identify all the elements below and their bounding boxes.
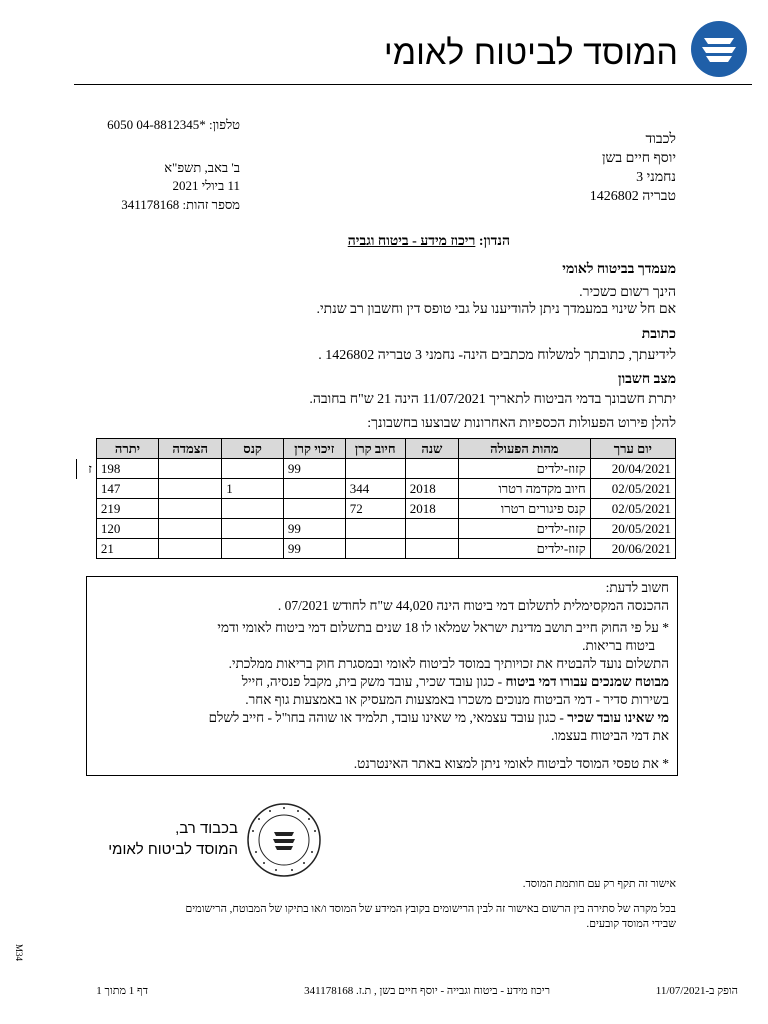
table-intro: להלן פירוט הפעולות הכספיות האחרונות שבוצעו בחשבונך:: [367, 416, 676, 431]
table-row: [77, 459, 676, 479]
cell-year: 2018: [405, 479, 458, 499]
footer-page-number: דף 1 מתוך 1: [96, 985, 148, 997]
id-label: מספר זהות:: [182, 197, 240, 212]
status-title: מעמדך בביטוח לאומי: [562, 262, 676, 277]
cell-debit: [345, 459, 405, 479]
cell-debit: 344: [345, 479, 405, 499]
cell-balance: 120: [96, 519, 158, 539]
cell-fine: [222, 539, 284, 559]
col-header-action: מהות הפעולה: [458, 439, 590, 459]
phone-value: 6050 04-8812345*: [107, 117, 206, 132]
cell-credit: [283, 479, 345, 499]
hebrew-date: ב' באב, תשפ"א: [164, 160, 240, 175]
cell-action: קנס פיגורים רטרו: [458, 499, 590, 519]
cell-fine: 1: [222, 479, 284, 499]
notice-line: התשלום נועד להבטיח את זכויותיך במוסד לביטוח לאומי ובמסגרת חוק בריאות ממלכתי.: [228, 656, 669, 671]
col-header-mark: [77, 439, 97, 459]
cell-mark: [77, 499, 97, 519]
org-title: המוסד לביטוח לאומי: [383, 34, 678, 72]
cell-mark: [77, 539, 97, 559]
account-line: יתרת חשבונך בדמי הביטוח לתאריך 11/07/2021 הינה 21 ש"ח בחובה.: [309, 392, 676, 407]
recipient-city: טבריה 1426802: [589, 189, 676, 204]
cell-mark: [77, 479, 97, 499]
account-title: מצב חשבון: [618, 372, 676, 387]
table-row: [77, 539, 676, 559]
cell-year: 2018: [405, 499, 458, 519]
notice-text: - כגון עובד שכיר, עובד משק בית, מקבל פנסיה, חייל: [241, 674, 506, 689]
footer-issued: הופק ב-11/07/2021: [655, 985, 738, 997]
col-header-year: שנה: [405, 439, 458, 459]
col-header-credit: זיכוי קרן: [283, 439, 345, 459]
table-row: [77, 499, 676, 519]
cell-balance: 219: [96, 499, 158, 519]
cell-mark: ז: [77, 459, 97, 479]
footnote-discrepancy: [66, 902, 676, 932]
recipient-street: נחמני 3: [636, 170, 676, 185]
subject-line: [200, 234, 510, 250]
col-header-fine: קנס: [222, 439, 284, 459]
cell-credit: 99: [283, 519, 345, 539]
cell-credit: [283, 499, 345, 519]
signature-closing: בכבוד רב,: [175, 820, 238, 837]
cell-action: קזוז-ילדים: [458, 459, 590, 479]
cell-date: 20/04/2021: [590, 459, 675, 479]
footnote-line: שבידי המוסד קובעים.: [586, 918, 676, 930]
id-value: 341178168: [121, 197, 180, 212]
cell-credit: 99: [283, 459, 345, 479]
subject-label: הנדון:: [478, 234, 510, 249]
cell-fine: [222, 499, 284, 519]
phone-line: [90, 117, 240, 133]
col-header-linkage: הצמדה: [159, 439, 222, 459]
notice-line: [95, 709, 669, 727]
address-line: לידיעתך, כתובתך למשלוח מכתבים הינה- נחמני 3 טבריה 1426802 .: [318, 348, 676, 363]
side-code: M34: [14, 944, 24, 962]
cell-debit: [345, 539, 405, 559]
cell-date: 20/05/2021: [590, 519, 675, 539]
table-row: [77, 479, 676, 499]
salutation: לכבוד: [645, 132, 676, 147]
signature-block: [78, 818, 238, 860]
cell-date: 02/05/2021: [590, 499, 675, 519]
official-stamp: [246, 802, 322, 878]
cell-balance: 21: [96, 539, 158, 559]
cell-year: [405, 459, 458, 479]
notice-line: * על פי החוק חייב תושב מדינת ישראל שמלאו לו 18 שנים בתשלום דמי ביטוח לאומי ודמי: [217, 620, 669, 635]
notice-line: * את טפסי המוסד לביטוח לאומי ניתן למצוא באתר האינטרנט.: [353, 756, 669, 771]
cell-fine: [222, 459, 284, 479]
recipient-block: [526, 130, 676, 206]
cell-linkage: [159, 459, 222, 479]
cell-debit: [345, 519, 405, 539]
signature-org: המוסד לביטוח לאומי: [108, 841, 238, 858]
footnote-validity: אישור זה תקף רק עם חותמת המוסד.: [522, 878, 676, 890]
nii-logo-icon: [690, 20, 748, 78]
status-line-2: אם חל שינוי במעמדך ניתן להודיענו על גבי טופס דין וחשבון רב שנתי.: [316, 302, 676, 317]
transactions-table: [76, 438, 676, 559]
cell-year: [405, 519, 458, 539]
id-line: [90, 197, 240, 213]
notice-title: חשוב לדעת:: [605, 580, 669, 595]
cell-date: 20/06/2021: [590, 539, 675, 559]
cell-debit: 72: [345, 499, 405, 519]
header-divider: [74, 84, 752, 85]
cell-fine: [222, 519, 284, 539]
cell-linkage: [159, 519, 222, 539]
notice-line: [95, 673, 669, 691]
phone-label: טלפון:: [209, 117, 240, 132]
cell-balance: 198: [96, 459, 158, 479]
cell-linkage: [159, 499, 222, 519]
notice-emphasis: מבוטח שמנכים עבורו דמי ביטוח: [505, 674, 669, 689]
cell-credit: 99: [283, 539, 345, 559]
notice-line: את דמי הביטוח בעצמו.: [551, 728, 669, 743]
status-line-1: הינך רשום כשכיר.: [579, 285, 676, 300]
col-header-debit: חיוב קרן: [345, 439, 405, 459]
cell-year: [405, 539, 458, 559]
notice-line: בשירות סדיר - דמי הביטוח מנוכים משכרו באמצעות המעסיק או באמצעות גוף אחר.: [245, 692, 669, 707]
cell-linkage: [159, 539, 222, 559]
notice-emphasis: מי שאינו עובד שכיר: [567, 710, 669, 725]
cell-mark: [77, 519, 97, 539]
gregorian-date: 11 ביולי 2021: [172, 178, 240, 193]
cell-action: קזוז-ילדים: [458, 539, 590, 559]
col-header-date: יום ערך: [590, 439, 675, 459]
cell-date: 02/05/2021: [590, 479, 675, 499]
notice-box: [86, 576, 678, 776]
footer-doc-desc: ריכוז מידע - ביטוח וגבייה - יוסף חיים בשן , ת.ז. 341178168: [304, 985, 550, 997]
notice-line: ביטוח בריאות.: [582, 638, 655, 653]
table-header-row: [77, 439, 676, 459]
col-header-balance: יתרה: [96, 439, 158, 459]
cell-balance: 147: [96, 479, 158, 499]
table-row: [77, 519, 676, 539]
cell-action: חיוב מקדמה רטרו: [458, 479, 590, 499]
notice-text: - כגון עובד עצמאי, מי שאינו עובד, תלמיד או שוהה בחו"ל - חייב לשלם: [208, 710, 568, 725]
cell-linkage: [159, 479, 222, 499]
footnote-line: בכל מקרה של סתירה בין הרשום באישור זה לבין הרישומים בקובץ המידע של המוסד ו/או בתיקו של המבוטח, הרישומים: [185, 903, 676, 915]
subject-text: ריכוז מידע - ביטוח וגביה: [347, 234, 476, 249]
recipient-name: יוסף חיים בשן: [601, 151, 676, 166]
cell-action: קזוז-ילדים: [458, 519, 590, 539]
address-title: כתובת: [641, 327, 676, 342]
notice-line: ההכנסה המקסימלית לתשלום דמי ביטוח הינה 44,020 ש"ח לחודש 07/2021 .: [277, 598, 669, 613]
